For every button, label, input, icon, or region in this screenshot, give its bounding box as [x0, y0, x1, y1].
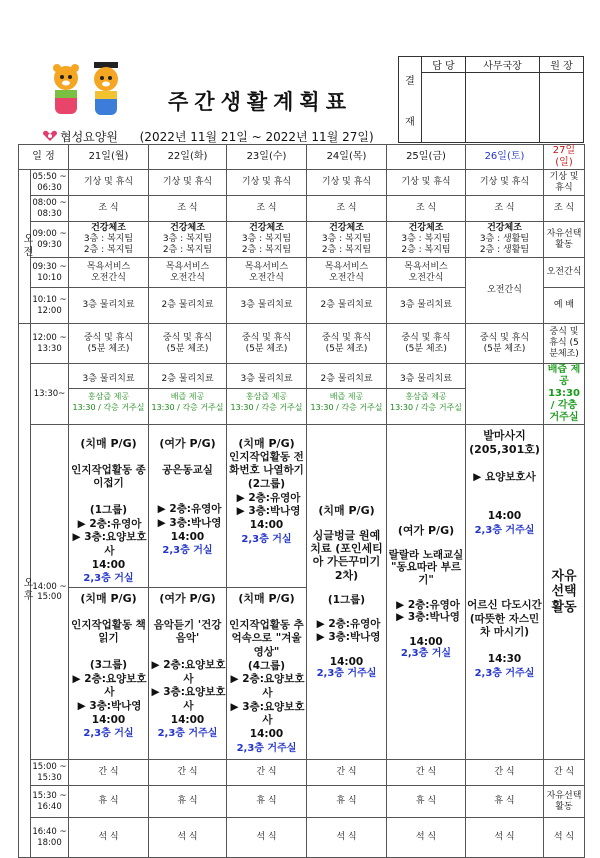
- cell: 석 식: [387, 818, 466, 858]
- org-name: 협성요양원: [60, 130, 118, 144]
- cell: 조 식: [466, 196, 544, 222]
- cell: 조 식: [149, 196, 227, 222]
- cell: 오전간식: [466, 258, 544, 324]
- section-pm: 오 후: [19, 324, 31, 858]
- cell: 중식 및 휴식 (5분체조): [544, 324, 585, 364]
- cell: 건강체조 3층 : 생활팀 2층 : 생활팀: [466, 222, 544, 258]
- cell: 석 식: [466, 818, 544, 858]
- cell: 목욕서비스 오전간식: [307, 258, 387, 288]
- cell: 중식 및 휴식 (5분 체조): [69, 324, 149, 364]
- time-cell: 09:30 ~ 10:10: [31, 258, 69, 288]
- day-wed: 23일(수): [227, 145, 307, 170]
- time-cell: 14:00 ~ 15:00: [31, 425, 69, 760]
- cell: 조 식: [227, 196, 307, 222]
- cell: 휴 식: [466, 786, 544, 818]
- head-label: 일 정: [19, 145, 69, 170]
- time-cell: 15:30 ~ 16:40: [31, 786, 69, 818]
- approval-sign-head[interactable]: [540, 73, 584, 143]
- cell: 배즙 제공 13:30 / 각층 거주실: [544, 364, 585, 425]
- program-mon: (치매 P/G) 인지작업활동 종이접기 (1그룹) ▶ 2층:유영아 ▶ 3층:요양보호사 14:00 2,3층 거실 (치매 P/G) 인지작업활동 책읽기 (3그룹) ▶ 2층:요양보호사 ▶ 3층:박나영 14:00 2,3층 거실: [69, 425, 149, 760]
- approval-box: [398, 56, 584, 143]
- cell: 2층 물리치료 배즙 제공 13:30 / 각층 거주실: [307, 364, 387, 425]
- row-exercise: [19, 222, 585, 258]
- cell: 휴 식: [227, 786, 307, 818]
- row-breakfast: [19, 196, 585, 222]
- approval-label: 결 재: [399, 57, 422, 143]
- time-cell: 08:00 ~ 08:30: [31, 196, 69, 222]
- program-tue: (여가 P/G) 공은동교실 ▶ 2층:유영아 ▶ 3층:박나영 14:00 2,3층 거실 (여가 P/G) 음악듣기 '건강음악' ▶ 2층:요양보호사 ▶ 3층:요양보호사 14:00 2,3층 거주실: [149, 425, 227, 760]
- period: (2022년 11월 21일 ~ 2022년 11월 27일): [139, 130, 374, 144]
- program-fri: (여가 P/G) 랄랄라 노래교실 "동요따라 부르기" ▶ 2층:유영아 ▶ 3층:박나영 14:00 2,3층 거실: [387, 425, 466, 760]
- cell: 기상 및 휴식: [544, 170, 585, 196]
- cell: 건강체조 3층 : 복지팀 2층 : 복지팀: [149, 222, 227, 258]
- cell: 건강체조 3층 : 복지팀 2층 : 복지팀: [69, 222, 149, 258]
- cell: 기상 및 휴식: [466, 170, 544, 196]
- time-cell: 05:50 ~ 06:30: [31, 170, 69, 196]
- day-tue: 22일(화): [149, 145, 227, 170]
- cell: 조 식: [544, 196, 585, 222]
- org-logo-icon: [42, 130, 58, 142]
- cell: 석 식: [149, 818, 227, 858]
- cell: 간 식: [149, 760, 227, 786]
- cell: 휴 식: [69, 786, 149, 818]
- cell: 간 식: [227, 760, 307, 786]
- cell: 기상 및 휴식: [227, 170, 307, 196]
- time-cell: 16:40 ~ 18:00: [31, 818, 69, 858]
- cell: 간 식: [69, 760, 149, 786]
- day-thu: 24일(목): [307, 145, 387, 170]
- program-thu: (치매 P/G) 싱글벙글 원예치료 (포인세티아 가든꾸미기 2차) (1그룹) ▶ 2층:유영아 ▶ 3층:박나영 14:00 2,3층 거주실: [307, 425, 387, 760]
- cell: 목욕서비스 오전간식: [227, 258, 307, 288]
- row-programs: [19, 425, 585, 760]
- cell: 기상 및 휴식: [387, 170, 466, 196]
- approval-sign-director[interactable]: [465, 73, 539, 143]
- cell: 목욕서비스 오전간식: [69, 258, 149, 288]
- cell: 건강체조 3층 : 복지팀 2층 : 복지팀: [227, 222, 307, 258]
- cell: 3층 물리치료: [227, 288, 307, 324]
- time-cell: 09:00 ~ 09:30: [31, 222, 69, 258]
- row-wake: [19, 170, 585, 196]
- cell: 간 식: [466, 760, 544, 786]
- cell: 석 식: [307, 818, 387, 858]
- cell: 중식 및 휴식 (5분 체조): [307, 324, 387, 364]
- cell: 휴 식: [307, 786, 387, 818]
- cell: 건강체조 3층 : 복지팀 2층 : 복지팀: [387, 222, 466, 258]
- cell: 간 식: [307, 760, 387, 786]
- cell: 목욕서비스 오전간식: [387, 258, 466, 288]
- row-1330: [19, 364, 585, 425]
- cell: 2층 물리치료: [149, 288, 227, 324]
- cell: 조 식: [69, 196, 149, 222]
- cell: 중식 및 휴식 (5분 체조): [149, 324, 227, 364]
- day-mon: 21일(월): [69, 145, 149, 170]
- day-fri: 25일(금): [387, 145, 466, 170]
- cell: 오전간식: [544, 258, 585, 288]
- cell: 석 식: [69, 818, 149, 858]
- cell: 자유선택 활동: [544, 786, 585, 818]
- cell: 간 식: [544, 760, 585, 786]
- cell: 중식 및 휴식 (5분 체조): [227, 324, 307, 364]
- cell: [466, 364, 544, 425]
- program-sat: 발마사지 (205,301호) ▶ 요양보호사 14:00 2,3층 거주실 어르신 다도시간 (따뜻한 자스민차 마시기) 14:30 2,3층 거주실: [466, 425, 544, 760]
- cell: 석 식: [227, 818, 307, 858]
- cell: 2층 물리치료: [307, 288, 387, 324]
- cell: 3층 물리치료 홍삼즙 제공 13:30 / 각층 거주실: [69, 364, 149, 425]
- cell: 기상 및 휴식: [69, 170, 149, 196]
- section-am: 오 전: [19, 170, 31, 324]
- cell: 중식 및 휴식 (5분 체조): [466, 324, 544, 364]
- cell: 조 식: [387, 196, 466, 222]
- row-lunch: [19, 324, 585, 364]
- cell: 3층 물리치료: [69, 288, 149, 324]
- cell: 기상 및 휴식: [307, 170, 387, 196]
- cell: 2층 물리치료 배즙 제공 13:30 / 각층 거주실: [149, 364, 227, 425]
- page-title: 주간생활계획표: [168, 90, 353, 114]
- cell: 목욕서비스 오전간식: [149, 258, 227, 288]
- cell: 조 식: [307, 196, 387, 222]
- cell: 자유선택 활동: [544, 222, 585, 258]
- row-rest: [19, 786, 585, 818]
- cell: 3층 물리치료 홍삼즙 제공 13:30 / 각층 거주실: [227, 364, 307, 425]
- tiger-mascot-icon: [46, 62, 126, 118]
- cell: 기상 및 휴식: [149, 170, 227, 196]
- program-sun: 자유 선택 활동: [544, 425, 585, 760]
- day-sat: 26일(토): [466, 145, 544, 170]
- approval-role-head: 원 장: [540, 57, 584, 73]
- cell: 휴 식: [149, 786, 227, 818]
- org-line: [42, 128, 374, 145]
- approval-sign-staff[interactable]: [422, 73, 466, 143]
- cell: 3층 물리치료 홍삼즙 제공 13:30 / 각층 거주실: [387, 364, 466, 425]
- row-dinner: [19, 818, 585, 858]
- cell: 중식 및 휴식 (5분 체조): [387, 324, 466, 364]
- cell: 휴 식: [387, 786, 466, 818]
- time-cell: 10:10 ~ 12:00: [31, 288, 69, 324]
- row-bath: [19, 258, 585, 288]
- day-sun: 27일(일): [544, 145, 585, 170]
- time-cell: 13:30~: [31, 364, 69, 425]
- approval-role-director: 사무국장: [465, 57, 539, 73]
- time-cell: 12:00 ~ 13:30: [31, 324, 69, 364]
- cell: 건강체조 3층 : 복지팀 2층 : 복지팀: [307, 222, 387, 258]
- cell: 3층 물리치료: [387, 288, 466, 324]
- cell: 간 식: [387, 760, 466, 786]
- program-wed: (치매 P/G) 인지작업활동 전화번호 나열하기 (2그룹) ▶ 2층:유영아 ▶ 3층:박나영 14:00 2,3층 거실 (치매 P/G) 인지작업활동 추억속으로 "겨울영상" (4그룹) ▶ 2층:요양보호사 ▶ 3층:요양보호사 14:00 2,3층 거주실: [227, 425, 307, 760]
- cell: 예 배: [544, 288, 585, 324]
- weekly-schedule-table: [18, 144, 585, 858]
- time-cell: 15:00 ~ 15:30: [31, 760, 69, 786]
- row-snack: [19, 760, 585, 786]
- approval-role-staff: 담 당: [422, 57, 466, 73]
- cell: 석 식: [544, 818, 585, 858]
- header-row: [19, 145, 585, 170]
